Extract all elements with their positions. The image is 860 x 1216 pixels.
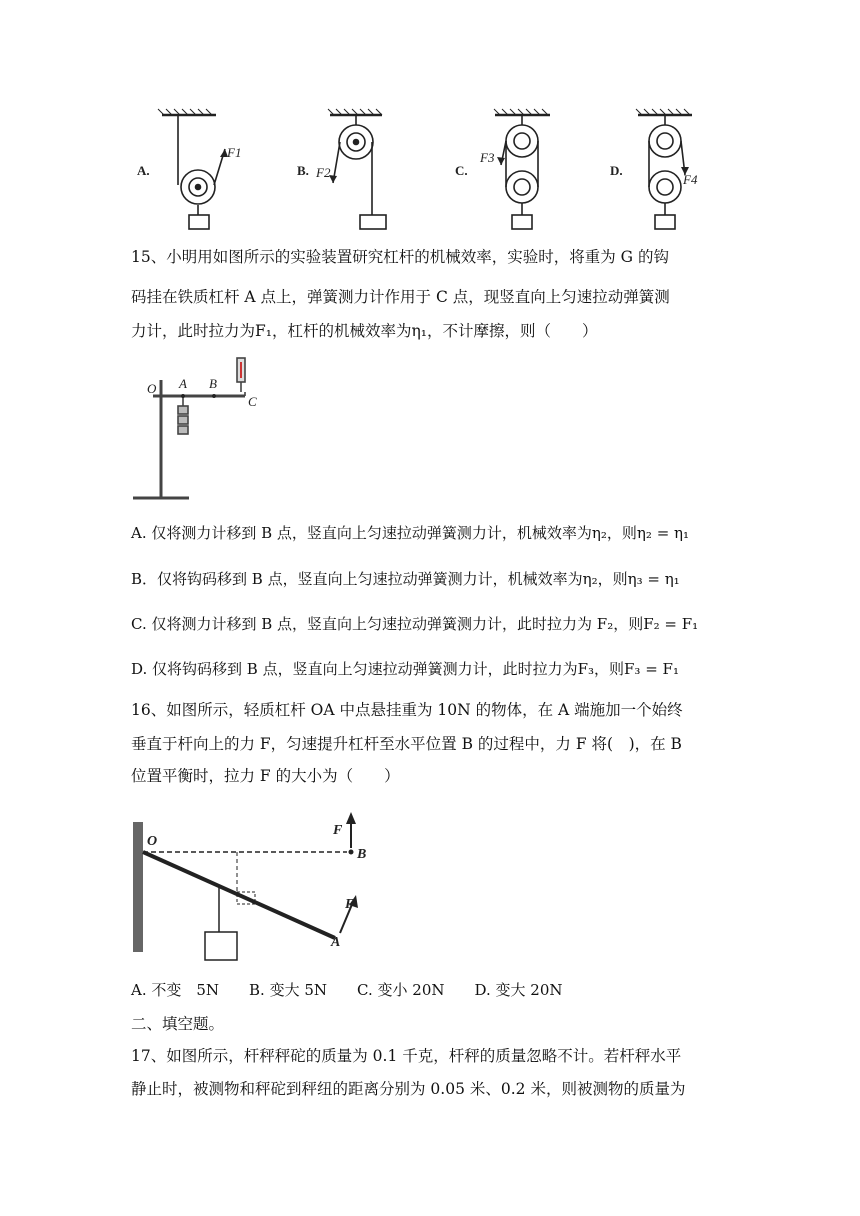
point-a-label: A bbox=[331, 935, 341, 950]
force-f4-label: F4 bbox=[683, 172, 698, 187]
q16-line-2: 垂直于杆向上的力 F，匀速提升杠杆至水平位置 B 的过程中，力 F 将( )，在 B bbox=[131, 735, 682, 753]
q16-options: A. 不变 5N B. 变大 5N C. 变小 20N D. 变大 20N bbox=[131, 981, 563, 999]
point-a-label: A bbox=[179, 376, 187, 391]
rotating-lever-figure bbox=[125, 800, 365, 970]
option-a-label: A. bbox=[137, 163, 150, 178]
q17-line-2: 静止时，被测物和秤砣到秤纽的距离分别为 0.05 米、0.2 米，则被测物的质量为 bbox=[131, 1080, 686, 1098]
force-f-label-bottom: F bbox=[345, 897, 355, 912]
pulley-figure bbox=[120, 105, 720, 235]
q15-option-d: D. 仅将钩码移到 B 点，竖直向上匀速拉动弹簧测力计，此时拉力为F₃，则F₃ = F₁ bbox=[131, 660, 679, 678]
force-f-label-top: F bbox=[333, 823, 343, 838]
option-b-label: B. bbox=[297, 163, 309, 178]
q15-line-2: 码挂在铁质杠杆 A 点上，弹簧测力计作用于 C 点，现竖直向上匀速拉动弹簧测 bbox=[131, 288, 670, 306]
option-d-label: D. bbox=[610, 163, 623, 178]
q15-option-a: A. 仅将测力计移到 B 点，竖直向上匀速拉动弹簧测力计，机械效率为η₂，则η₂ = η₁ bbox=[131, 524, 690, 542]
q15-line-3: 力计，此时拉力为F₁，杠杆的机械效率为η₁，不计摩擦，则（ ） bbox=[131, 322, 598, 340]
point-o-label: O bbox=[147, 381, 157, 396]
point-b-label: B bbox=[357, 847, 367, 862]
force-f2-label: F2 bbox=[316, 165, 331, 180]
q15-line-1: 15、小明用如图所示的实验装置研究杠杆的机械效率，实验时，将重为 G 的钩 bbox=[131, 248, 669, 266]
option-c-label: C. bbox=[455, 163, 468, 178]
section-title: 二、填空题。 bbox=[131, 1015, 225, 1033]
force-f1-label: F1 bbox=[227, 145, 242, 160]
point-c-label: C bbox=[248, 394, 257, 409]
q15-option-b: B．仅将钩码移到 B 点，竖直向上匀速拉动弹簧测力计，机械效率为η₂，则η₃ = η₁ bbox=[131, 570, 680, 588]
lever-apparatus-figure bbox=[125, 350, 275, 510]
force-f3-label: F3 bbox=[480, 150, 495, 165]
q15-option-c: C. 仅将测力计移到 B 点，竖直向上匀速拉动弹簧测力计，此时拉力为 F₂，则F₂ = F₁ bbox=[131, 615, 699, 633]
q16-line-3: 位置平衡时，拉力 F 的大小为（ ） bbox=[131, 767, 400, 785]
point-b-label: B bbox=[209, 376, 217, 391]
point-o-label: O bbox=[147, 834, 158, 849]
q16-line-1: 16、如图所示，轻质杠杆 OA 中点悬挂重为 10N 的物体，在 A 端施加一个始终 bbox=[131, 701, 683, 719]
q17-line-1: 17、如图所示，杆秤秤砣的质量为 0.1 千克，杆秤的质量忽略不计。若杆秤水平 bbox=[131, 1047, 682, 1065]
